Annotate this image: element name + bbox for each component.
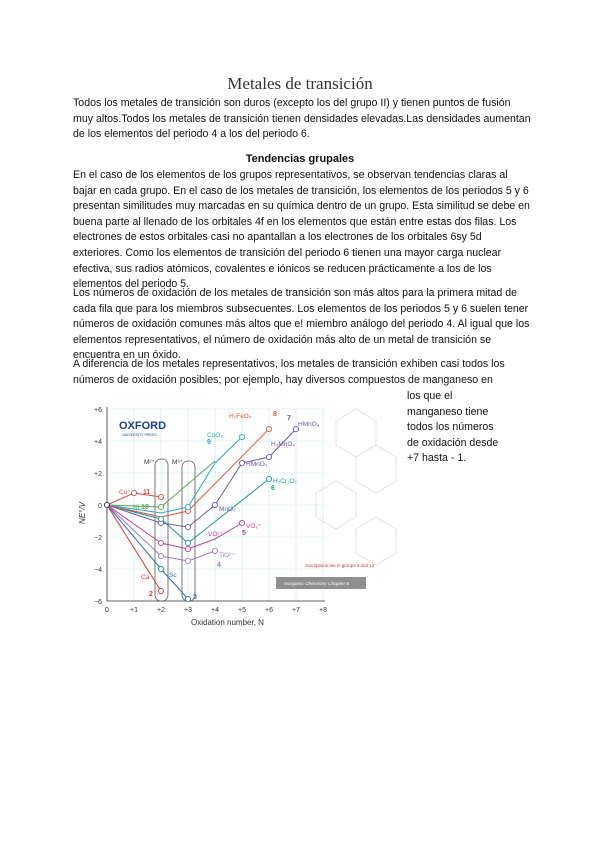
- x-axis-label: Oxidation number, N: [191, 618, 264, 627]
- number-10: 10: [141, 504, 149, 511]
- label-mno2: MnO₂: [219, 506, 236, 513]
- x-tick: 0: [105, 607, 109, 614]
- label-ca: Ca: [141, 574, 150, 581]
- label-sc: Sc: [169, 572, 177, 579]
- x-tick: +8: [319, 607, 327, 614]
- y-tick: +2: [94, 471, 102, 478]
- label-ni: Ni: [133, 504, 140, 511]
- number-11: 11: [143, 489, 151, 496]
- y-tick: −4: [94, 567, 102, 574]
- paragraph-oxidation: Los números de oxidación de los metales de transición son más altos para la primera mitad de cada fila que para los miembros subsecuentes. Los elementos de los periodos 5 y 6 suelen tener números de oxidación comunes más altos que e! miembro análogo del periodo 4. Al igual que los elementos representativos, el número de oxidación más alto de un metal de transición se encuentra en un óxido.: [73, 287, 530, 362]
- m3-label: M³⁺: [172, 459, 184, 466]
- y-tick: 0: [98, 503, 102, 510]
- label-tio2plus: TiO²⁺: [219, 552, 235, 559]
- intro-paragraph: Todos los metales de transición son duros (excepto los del grupo II) y tienen puntos de fusión muy altos.Todos los metales de transición tienen densidades elevadas.Las densidades aumentan de los elementos del periodo 4 a los del periodo 6.: [73, 97, 531, 141]
- label-vo2plus: VO₂⁺: [246, 523, 262, 530]
- x-tick: +5: [238, 607, 246, 614]
- number-3: 3: [193, 594, 197, 601]
- frost-diagram: [71, 401, 398, 631]
- label-h3mno4: H₃MnO₄: [271, 441, 296, 448]
- y-axis-label: NE°/V: [78, 502, 87, 524]
- m2-label: M²⁺: [144, 459, 156, 466]
- frost-diagram-figure: [71, 401, 398, 631]
- x-tick: +4: [211, 607, 219, 614]
- logo-subtext: UNIVERSITY PRESS: [122, 433, 157, 437]
- label-coo2: CoO₂: [207, 432, 223, 439]
- x-tick: +7: [292, 607, 300, 614]
- logo-text: OXFORD: [119, 420, 167, 432]
- y-tick: −6: [94, 599, 102, 606]
- label-hmno3: HMnO₃: [246, 461, 268, 468]
- label-h2feo4: H₂FeO₄: [229, 413, 252, 420]
- page-title: Metales de transición: [227, 74, 373, 93]
- number-6: 6: [271, 485, 275, 492]
- x-tick: +3: [184, 607, 192, 614]
- y-tick: +6: [94, 407, 102, 414]
- label-hmno4: HMnO₄: [298, 421, 320, 428]
- paragraph-manganese: A diferencia de los metales representativos, los metales de transición exhiben casi todos los números de oxidación posibles; por ejemplo, hay diversos compuestos de manganeso en: [73, 358, 505, 386]
- caption-box-text: Inorganic Chemistry Chapter 6: [284, 582, 350, 587]
- label-vo2plus2: VO²⁺: [208, 531, 223, 538]
- x-tick: +1: [130, 607, 138, 614]
- label-cu: Cu⁺: [119, 489, 131, 496]
- side-text: los que el manganeso tiene todos los números de oxidación desde +7 hasta - 1.: [407, 390, 499, 465]
- section-heading: Tendencias grupales: [245, 153, 355, 165]
- number-5: 5: [242, 530, 246, 537]
- x-tick: +6: [265, 607, 273, 614]
- y-tick: +4: [94, 439, 102, 446]
- number-2: 2: [149, 591, 153, 598]
- number-7: 7: [287, 415, 291, 422]
- number-8: 8: [273, 411, 277, 418]
- exceptions-note: Exceptions are in groups 3 and 12: [306, 563, 375, 568]
- x-tick: +2: [157, 607, 165, 614]
- paragraph-group-trends: En el caso de los elementos de los grupos representativos, se observan tendencias claras al bajar en cada grupo. En el caso de los metales de transición, los elementos de los periodos 5 y 6 presentan similitudes muy marcadas en su química dentro de un grupo. Esta similitud se debe en buena parte al llenado de los orbitales 4f en los elementos que están entre estas dos filas. Los electrones de estos orbitales casi no apantallan a los electrones de los orbitales 6sy 5d exteriores. Como los elementos de transición del periodo 6 tienen una mayor carga nuclear efectiva, sus radios atómicos, covalentes e iónicos se reducen prácticamente a los de los elementos del periodo 5.: [73, 169, 530, 291]
- label-h2cr2o7: H₂Cr₂O₇: [273, 478, 297, 485]
- y-tick: −2: [94, 535, 102, 542]
- number-9: 9: [207, 439, 211, 446]
- number-4: 4: [217, 562, 221, 569]
